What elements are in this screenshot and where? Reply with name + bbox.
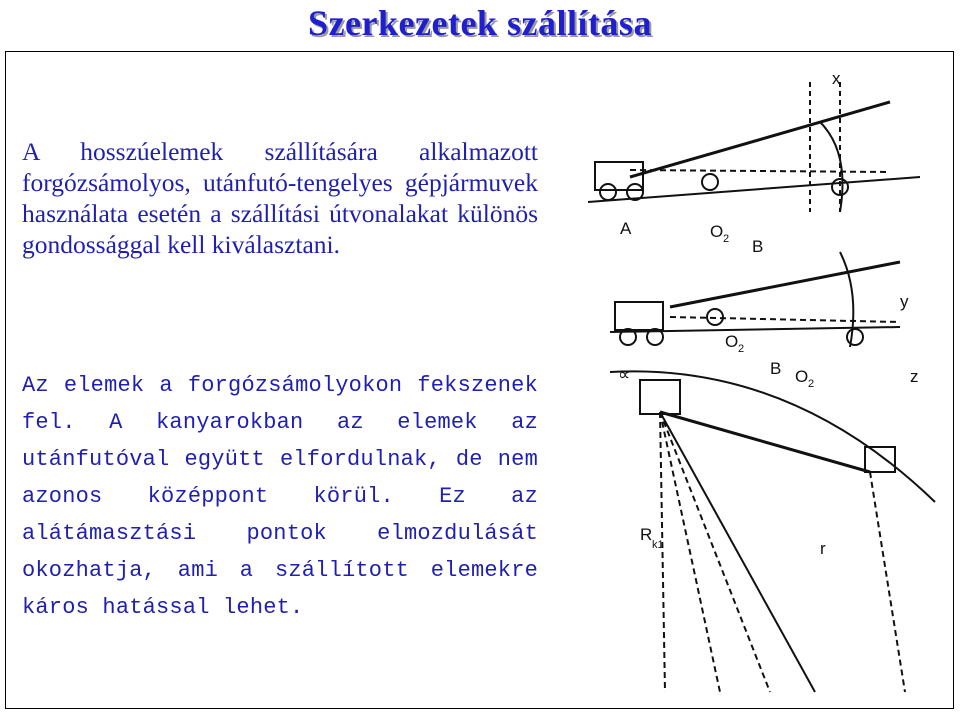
beam-top-rotated bbox=[630, 102, 890, 177]
svg-text:2: 2 bbox=[738, 343, 745, 355]
paragraph-intro: A hosszúelemek szállítására alkalmazott forgózsámolyos, utánfutó-tengelyes gépjármuvek használata esetén a szállítási útvonalakat különös gondossággal kell kiválasztani. bbox=[22, 137, 538, 259]
label-B-low: B bbox=[770, 359, 782, 378]
label-R: R bbox=[640, 525, 653, 544]
label-alpha: ∝ bbox=[618, 365, 631, 384]
truck-mid bbox=[615, 302, 663, 330]
label-O2-top: O bbox=[710, 222, 724, 241]
label-A: A bbox=[620, 219, 632, 238]
label-O2-mid: O bbox=[725, 332, 739, 351]
svg-text:k1: k1 bbox=[652, 539, 664, 551]
transport-diagram bbox=[570, 62, 945, 702]
label-O2-low: O bbox=[795, 367, 809, 386]
label-y: y bbox=[900, 292, 909, 311]
label-z: z bbox=[910, 367, 919, 386]
label-B-mid: B bbox=[752, 237, 764, 256]
wheel-icon bbox=[600, 184, 616, 200]
label-x: x bbox=[832, 69, 841, 88]
label-r: r bbox=[820, 539, 826, 558]
svg-text:2: 2 bbox=[723, 233, 730, 245]
page-title: Szerkezetek szállítása bbox=[308, 3, 652, 43]
beam-top-straight bbox=[630, 170, 890, 172]
svg-text:2: 2 bbox=[808, 378, 815, 390]
paragraph-details: Az elemek a forgózsámolyokon fekszenek fel. A kanyarokban az elemek az utánfutóval együtt elfordulnak, de nem azonos középpont körül. Ez az alátámasztási pontok elmozdulását okozhatja, ami a szállított elemekre káros hatással lehet. bbox=[22, 373, 538, 620]
